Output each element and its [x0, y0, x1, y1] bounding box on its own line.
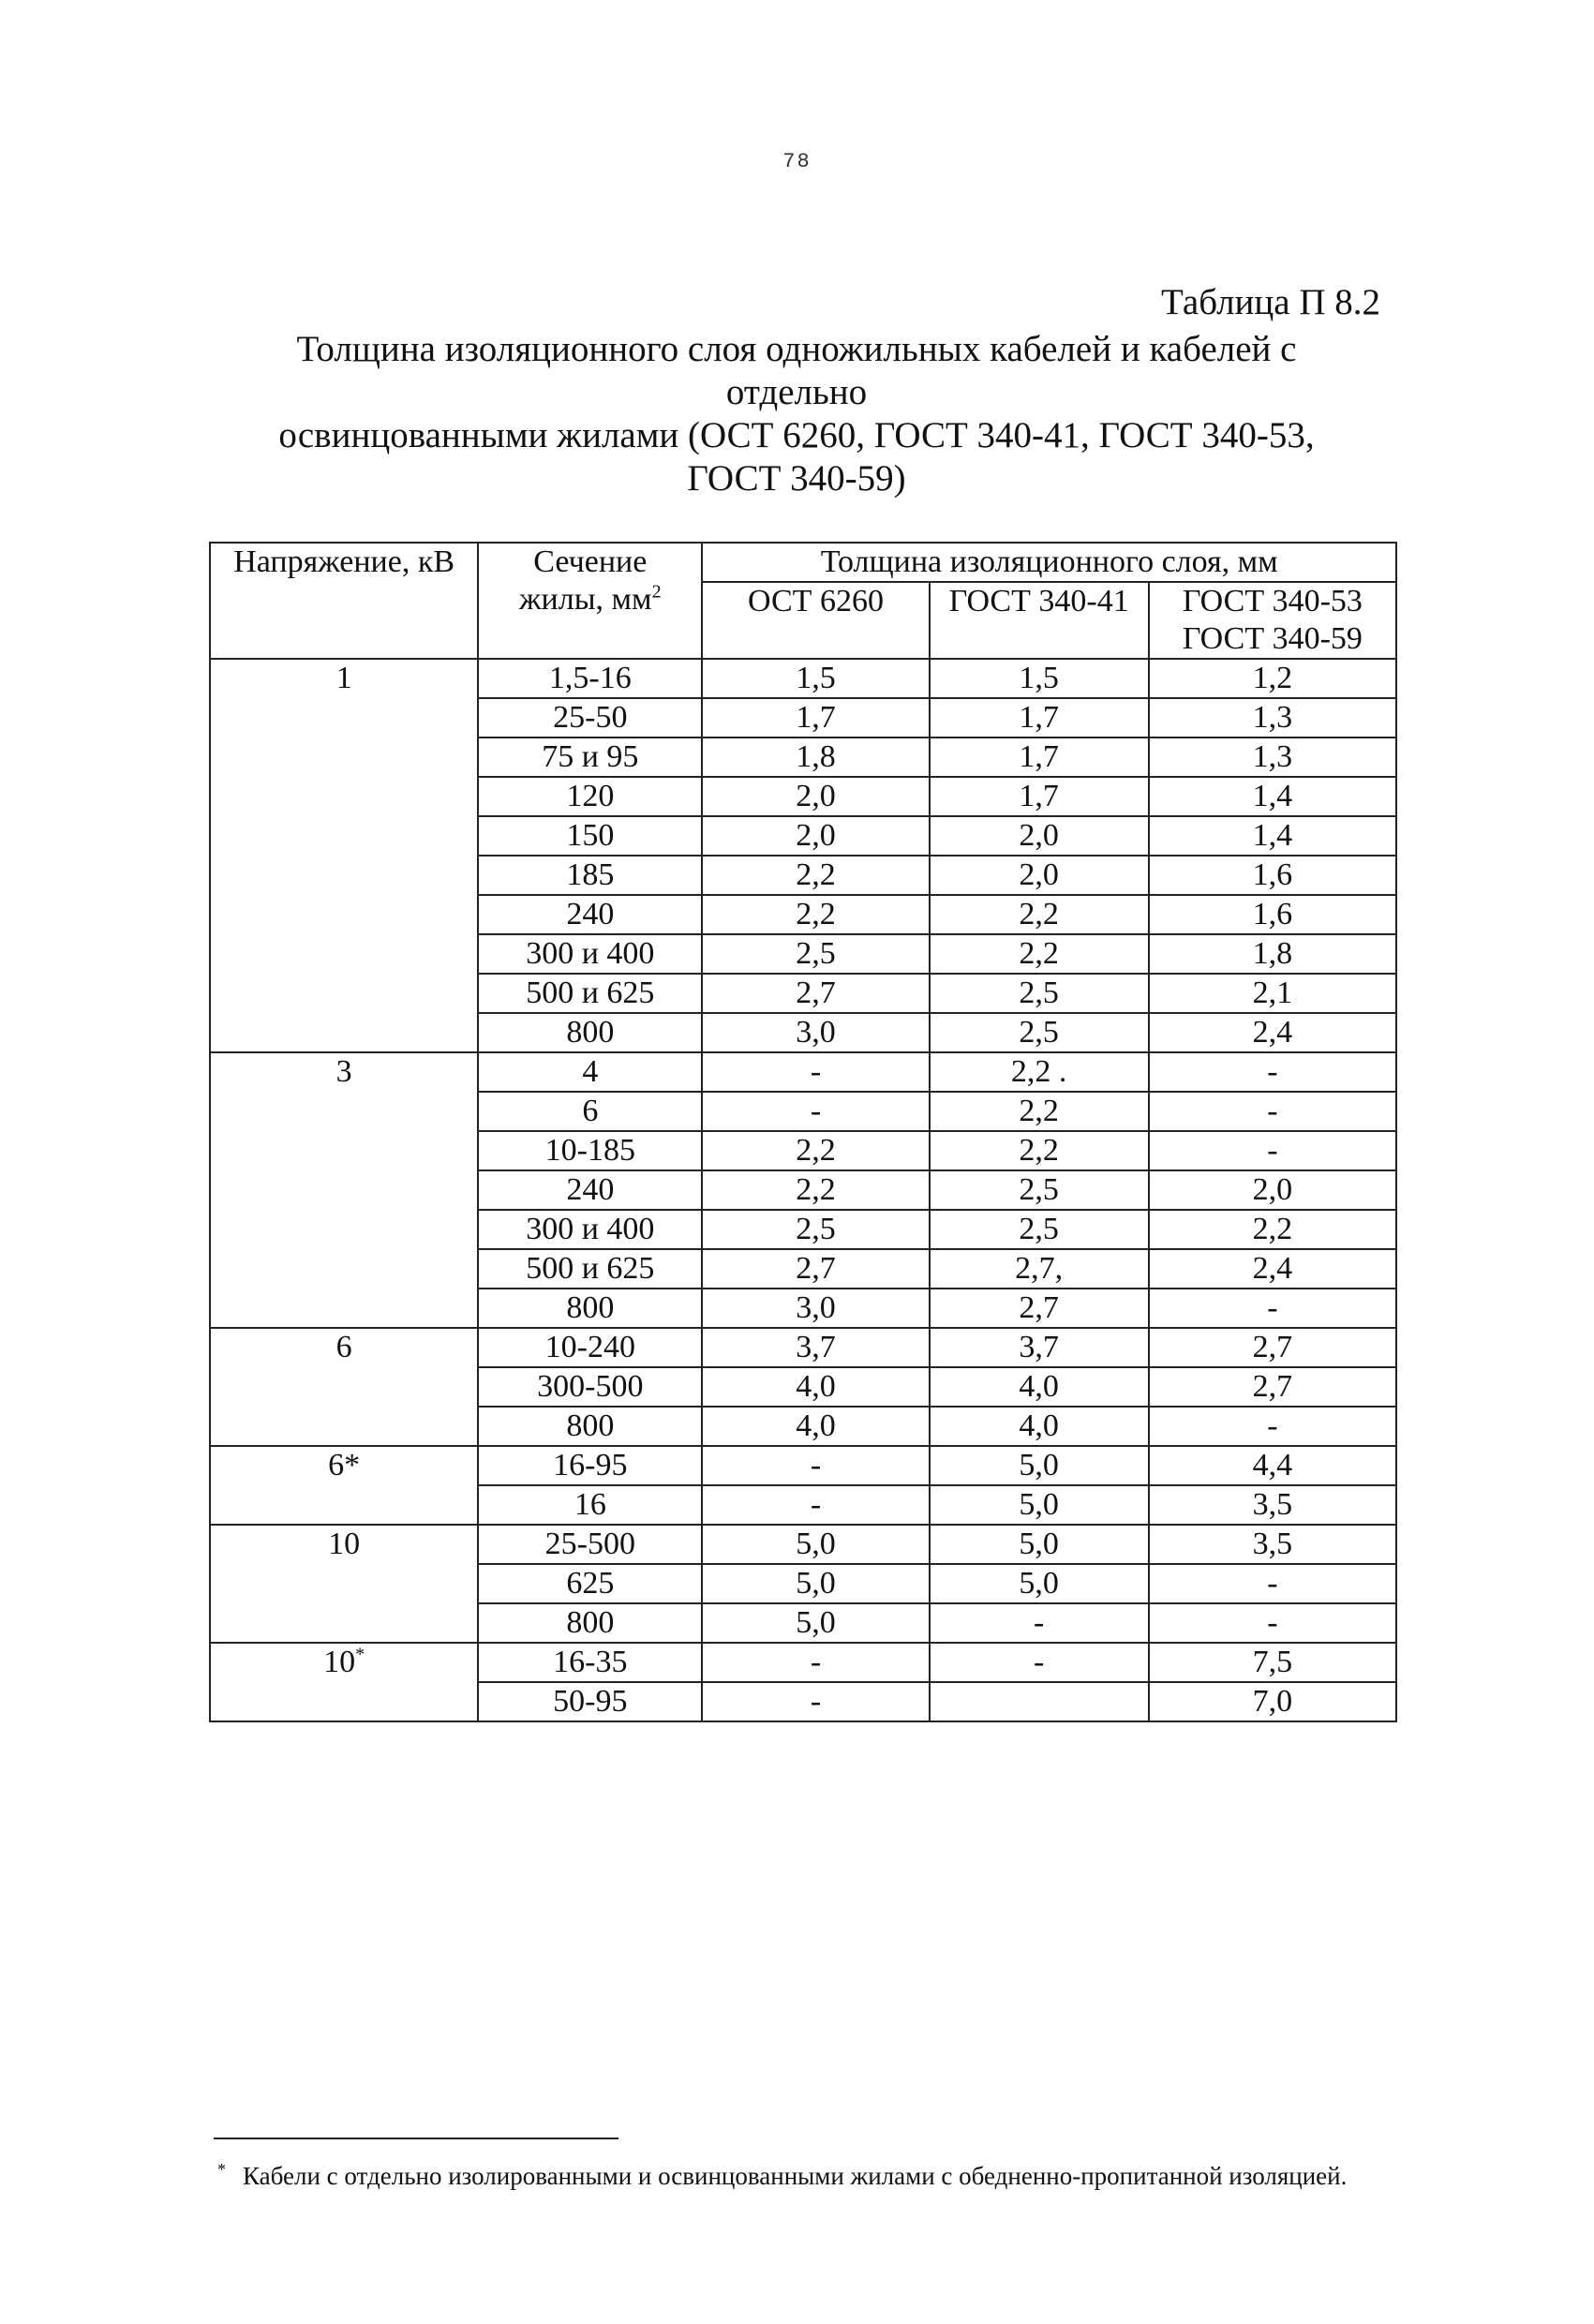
- gost-340-53-cell: 2,4: [1149, 1013, 1396, 1052]
- ost-6260-cell: 2,7: [702, 1249, 929, 1289]
- ost-6260-cell: 2,2: [702, 895, 929, 934]
- gost-340-41-cell: 4,0: [930, 1367, 1149, 1407]
- section-cell: 1,5-16: [478, 659, 702, 698]
- section-cell: 240: [478, 895, 702, 934]
- ost-6260-cell: 5,0: [702, 1603, 929, 1643]
- ost-6260-cell: 5,0: [702, 1525, 929, 1564]
- gost-340-53-cell: -: [1149, 1407, 1396, 1446]
- title-line: ГОСТ 340-59): [687, 458, 906, 499]
- header-gost-340-41: ГОСТ 340-41: [930, 582, 1149, 659]
- voltage-cell: [210, 1643, 478, 1721]
- gost-340-53-cell: 1,8: [1149, 934, 1396, 974]
- table-row: [210, 1328, 1396, 1367]
- gost-340-53-cell: 1,6: [1149, 895, 1396, 934]
- voltage-cell: [210, 1328, 478, 1446]
- gost-340-41-cell: -: [930, 1603, 1149, 1643]
- voltage-value: 1: [335, 661, 352, 695]
- ost-6260-cell: -: [702, 1485, 929, 1525]
- gost-340-53-cell: 2,1: [1149, 974, 1396, 1013]
- ost-6260-cell: 4,0: [702, 1367, 929, 1407]
- header-gost-340-53-line: ГОСТ 340-53: [1182, 584, 1363, 618]
- section-cell: 300 и 400: [478, 934, 702, 974]
- section-cell: 25-50: [478, 698, 702, 737]
- gost-340-53-cell: -: [1149, 1052, 1396, 1092]
- table-row: [210, 1643, 1396, 1682]
- gost-340-53-cell: 2,7: [1149, 1367, 1396, 1407]
- ost-6260-cell: -: [702, 1052, 929, 1092]
- ost-6260-cell: 4,0: [702, 1407, 929, 1446]
- section-cell: 6: [478, 1092, 702, 1131]
- section-cell: 800: [478, 1289, 702, 1328]
- section-cell: 25-500: [478, 1525, 702, 1564]
- gost-340-53-cell: -: [1149, 1131, 1396, 1170]
- voltage-cell: [210, 1446, 478, 1525]
- gost-340-41-cell: 2,2 .: [930, 1052, 1149, 1092]
- gost-340-53-cell: 1,4: [1149, 816, 1396, 856]
- gost-340-41-cell: 4,0: [930, 1407, 1149, 1446]
- section-cell: 300-500: [478, 1367, 702, 1407]
- header-section-line1: Сечение: [533, 544, 648, 579]
- section-cell: 75 и 95: [478, 737, 702, 777]
- table-row: [210, 659, 1396, 698]
- gost-340-53-cell: 7,0: [1149, 1682, 1396, 1721]
- section-cell: 800: [478, 1013, 702, 1052]
- gost-340-41-cell: -: [930, 1643, 1149, 1682]
- table-label: Таблица П 8.2: [1161, 282, 1380, 322]
- gost-340-41-cell: 2,5: [930, 1210, 1149, 1249]
- section-cell: 4: [478, 1052, 702, 1092]
- gost-340-41-cell: 2,7: [930, 1289, 1149, 1328]
- gost-340-53-cell: 2,2: [1149, 1210, 1396, 1249]
- voltage-value: 6: [335, 1330, 352, 1364]
- ost-6260-cell: 2,2: [702, 1170, 929, 1210]
- ost-6260-cell: 3,0: [702, 1013, 929, 1052]
- section-cell: 16: [478, 1485, 702, 1525]
- ost-6260-cell: 3,7: [702, 1328, 929, 1367]
- ost-6260-cell: -: [702, 1446, 929, 1485]
- section-cell: 300 и 400: [478, 1210, 702, 1249]
- gost-340-53-cell: -: [1149, 1289, 1396, 1328]
- gost-340-53-cell: 4,4: [1149, 1446, 1396, 1485]
- gost-340-53-cell: 2,4: [1149, 1249, 1396, 1289]
- gost-340-53-cell: 2,0: [1149, 1170, 1396, 1210]
- ost-6260-cell: 2,7: [702, 974, 929, 1013]
- ost-6260-cell: 2,2: [702, 1131, 929, 1170]
- section-cell: 500 и 625: [478, 1249, 702, 1289]
- section-cell: 625: [478, 1564, 702, 1603]
- ost-6260-cell: 2,0: [702, 816, 929, 856]
- gost-340-41-cell: 2,5: [930, 974, 1149, 1013]
- title-line: освинцованными жилами (ОСТ 6260, ГОСТ 340-41, ГОСТ 340-53,: [278, 415, 1315, 455]
- voltage-value: 3: [335, 1054, 352, 1089]
- ost-6260-cell: 2,5: [702, 1210, 929, 1249]
- gost-340-53-cell: -: [1149, 1603, 1396, 1643]
- ost-6260-cell: 2,0: [702, 777, 929, 816]
- voltage-cell: [210, 659, 478, 1052]
- header-gost-340-53: [1149, 582, 1396, 659]
- table-row: [210, 1525, 1396, 1564]
- footnote-mark: *: [217, 2160, 226, 2179]
- table-title: [216, 328, 1378, 500]
- gost-340-41-cell: 2,0: [930, 856, 1149, 895]
- voltage-footnote-mark: *: [355, 1644, 365, 1665]
- ost-6260-cell: -: [702, 1643, 929, 1682]
- gost-340-41-cell: 2,5: [930, 1170, 1149, 1210]
- gost-340-53-cell: 1,2: [1149, 659, 1396, 698]
- ost-6260-cell: 2,5: [702, 934, 929, 974]
- section-cell: 800: [478, 1603, 702, 1643]
- gost-340-41-cell: 2,0: [930, 816, 1149, 856]
- gost-340-41-cell: 1,7: [930, 777, 1149, 816]
- ost-6260-cell: 1,7: [702, 698, 929, 737]
- title-line: отдельно: [725, 372, 868, 412]
- ost-6260-cell: -: [702, 1682, 929, 1721]
- table-row: [210, 1052, 1396, 1092]
- table-row: [210, 1446, 1396, 1485]
- voltage-value: 10: [323, 1645, 356, 1679]
- ost-6260-cell: 1,8: [702, 737, 929, 777]
- gost-340-53-cell: 7,5: [1149, 1643, 1396, 1682]
- section-cell: 50-95: [478, 1682, 702, 1721]
- gost-340-41-cell: 2,7,: [930, 1249, 1149, 1289]
- header-gost-340-59-line: ГОСТ 340-59: [1182, 621, 1363, 656]
- voltage-cell: [210, 1525, 478, 1643]
- page-number: 78: [782, 150, 812, 173]
- section-cell: 120: [478, 777, 702, 816]
- gost-340-41-cell: 1,7: [930, 737, 1149, 777]
- header-voltage: Напряжение, кВ: [210, 543, 478, 659]
- section-cell: 185: [478, 856, 702, 895]
- title-line: Толщина изоляционного слоя одножильных кабелей и кабелей с: [296, 329, 1297, 369]
- gost-340-41-cell: 2,2: [930, 1131, 1149, 1170]
- voltage-value: 10: [328, 1527, 361, 1561]
- table-body: [210, 659, 1396, 1721]
- section-cell: 10-240: [478, 1328, 702, 1367]
- gost-340-53-cell: 1,3: [1149, 698, 1396, 737]
- gost-340-53-cell: 1,4: [1149, 777, 1396, 816]
- gost-340-41-cell: 3,7: [930, 1328, 1149, 1367]
- header-ost-6260: ОСТ 6260: [702, 582, 929, 659]
- gost-340-41-cell: 2,5: [930, 1013, 1149, 1052]
- gost-340-53-cell: 2,7: [1149, 1328, 1396, 1367]
- gost-340-41-cell: 5,0: [930, 1485, 1149, 1525]
- voltage-cell: [210, 1052, 478, 1328]
- section-cell: 800: [478, 1407, 702, 1446]
- section-cell: 16-35: [478, 1643, 702, 1682]
- footnote-text: Кабели с отдельно изолированными и освинцованными жилами с обедненно-пропитанной изоляцией.: [243, 2162, 1348, 2190]
- footnote-divider: [214, 2138, 618, 2139]
- section-cell: 500 и 625: [478, 974, 702, 1013]
- ost-6260-cell: 5,0: [702, 1564, 929, 1603]
- footnote: [214, 2152, 1385, 2194]
- gost-340-41-cell: 5,0: [930, 1564, 1149, 1603]
- ost-6260-cell: 2,2: [702, 856, 929, 895]
- ost-6260-cell: 1,5: [702, 659, 929, 698]
- insulation-thickness-table: [209, 542, 1397, 1722]
- section-cell: 150: [478, 816, 702, 856]
- gost-340-53-cell: 3,5: [1149, 1485, 1396, 1525]
- gost-340-41-cell: 2,2: [930, 1092, 1149, 1131]
- gost-340-41-cell: 5,0: [930, 1446, 1149, 1485]
- ost-6260-cell: 3,0: [702, 1289, 929, 1328]
- gost-340-53-cell: 3,5: [1149, 1525, 1396, 1564]
- gost-340-53-cell: -: [1149, 1564, 1396, 1603]
- gost-340-41-cell: 1,5: [930, 659, 1149, 698]
- header-section-line2: [479, 581, 701, 618]
- ost-6260-cell: -: [702, 1092, 929, 1131]
- gost-340-41-cell: [930, 1682, 1149, 1721]
- header-section: [478, 543, 702, 659]
- section-cell: 10-185: [478, 1131, 702, 1170]
- header-thickness: Толщина изоляционного слоя, мм: [702, 543, 1396, 582]
- voltage-value: 6*: [328, 1448, 361, 1482]
- gost-340-41-cell: 2,2: [930, 895, 1149, 934]
- section-cell: 240: [478, 1170, 702, 1210]
- gost-340-53-cell: 1,6: [1149, 856, 1396, 895]
- header-section-unit: жилы, мм: [519, 582, 652, 617]
- gost-340-41-cell: 5,0: [930, 1525, 1149, 1564]
- gost-340-53-cell: -: [1149, 1092, 1396, 1131]
- header-section-sup: 2: [651, 581, 662, 603]
- section-cell: 16-95: [478, 1446, 702, 1485]
- gost-340-53-cell: 1,3: [1149, 737, 1396, 777]
- gost-340-41-cell: 2,2: [930, 934, 1149, 974]
- gost-340-41-cell: 1,7: [930, 698, 1149, 737]
